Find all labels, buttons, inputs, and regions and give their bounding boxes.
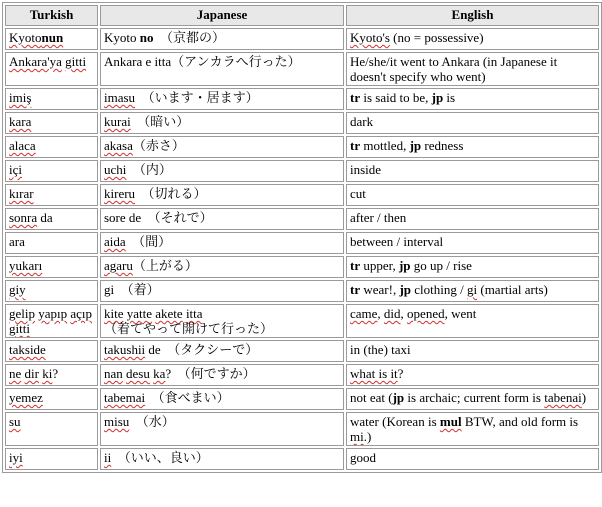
cell-english [346, 256, 599, 278]
cell-english [346, 364, 599, 386]
cell-text: ii [104, 450, 112, 465]
cell-japanese [100, 88, 344, 110]
cell-text: yemez [9, 390, 43, 405]
cell-text: jp [431, 90, 444, 105]
cell-text: desu [126, 366, 150, 381]
cell-text: yapıp [38, 306, 68, 321]
cell-turkish [5, 340, 98, 362]
cell-english [346, 208, 599, 230]
cell-japanese [100, 412, 344, 446]
cell-turkish [5, 364, 98, 386]
table-row [5, 136, 599, 158]
cell-text: ? （何ですか） [165, 366, 256, 381]
table-row [5, 184, 599, 206]
cell-text: takushii [104, 342, 146, 357]
cell-text: no [139, 30, 154, 45]
cell-text: Kyoto [104, 30, 140, 45]
cell-text: （内） [126, 162, 172, 177]
cell-text: de （タクシーで） [145, 342, 259, 357]
cell-english [346, 88, 599, 110]
cell-text: , went [444, 306, 477, 321]
cell-text: ki [42, 366, 53, 381]
cell-text: Ankara e itta（アンカラへ行った） [104, 54, 301, 69]
cell-text: clothing / [411, 282, 467, 297]
table-row [5, 112, 599, 134]
cell-text: içi [9, 162, 22, 177]
cell-japanese [100, 304, 344, 338]
header-japanese: Japanese [100, 5, 344, 26]
cell-text: mul [439, 414, 462, 429]
table-row [5, 208, 599, 230]
cell-text: is said to be, [360, 90, 432, 105]
cell-english [346, 112, 599, 134]
cell-text: dir [24, 366, 39, 381]
cell-text: da [37, 210, 53, 225]
cell-text: jp [409, 138, 422, 153]
cell-text: gitti [9, 321, 30, 336]
table-row [5, 280, 599, 302]
cell-japanese [100, 280, 344, 302]
cell-text: inside [350, 162, 382, 177]
cell-text: jp [392, 390, 405, 405]
cell-text: Ankara'ya [9, 54, 62, 69]
cell-text: agaru [104, 258, 133, 273]
cell-english [346, 448, 599, 470]
cell-text: is [443, 90, 456, 105]
cell-text: giy [9, 282, 26, 297]
cell-turkish [5, 280, 98, 302]
cell-turkish [5, 52, 98, 86]
cell-text: iyi [9, 450, 23, 465]
cell-text: what is it [350, 366, 398, 381]
cell-text: did [383, 306, 401, 321]
cell-turkish [5, 388, 98, 410]
cell-turkish [5, 208, 98, 230]
cell-text: ) [581, 390, 587, 405]
cell-text: akasa [104, 138, 133, 153]
cell-text: .) [363, 429, 372, 444]
cell-english [346, 136, 599, 158]
cell-text: nun [41, 30, 64, 45]
cell-text: su [9, 414, 21, 429]
cell-english [346, 280, 599, 302]
cell-text: tr [350, 90, 361, 105]
cell-text: Kyoto's [350, 30, 390, 45]
cell-turkish [5, 160, 98, 182]
table-row [5, 160, 599, 182]
cell-text: He/she/it went to Ankara (in Japanese it doesn't specify who went) [350, 54, 558, 84]
cell-english [346, 304, 599, 338]
cell-japanese [100, 340, 344, 362]
cell-japanese [100, 364, 344, 386]
cell-text: after / then [350, 210, 407, 225]
table-row [5, 364, 599, 386]
cell-text: ? [52, 366, 59, 381]
table-body [5, 28, 599, 470]
cell-text: , [400, 306, 408, 321]
cell-text: gi （着） [104, 282, 160, 297]
cell-japanese [100, 136, 344, 158]
cell-text: （食べまい） [145, 390, 230, 405]
cell-english [346, 232, 599, 254]
vocabulary-table-container [2, 2, 602, 473]
cell-text: （間） [125, 234, 172, 249]
cell-japanese [100, 388, 344, 410]
cell-text: BTW, and old form is [461, 414, 579, 429]
cell-japanese [100, 112, 344, 134]
cell-turkish [5, 412, 98, 446]
table-row [5, 448, 599, 470]
cell-text: water (Korean is [350, 414, 440, 429]
table-row [5, 388, 599, 410]
cell-text: go up / rise [410, 258, 472, 273]
cell-turkish [5, 88, 98, 110]
cell-turkish [5, 232, 98, 254]
cell-text: nan [104, 366, 123, 381]
cell-text: wear!, [360, 282, 400, 297]
cell-text: , [377, 306, 384, 321]
cell-japanese [100, 208, 344, 230]
cell-text: tabemai [104, 390, 146, 405]
cell-text: tabenai [544, 390, 582, 405]
header-english: English [346, 5, 599, 26]
cell-text: Kyoto [9, 30, 42, 45]
cell-text: kara [9, 114, 32, 129]
cell-text: ka [153, 366, 166, 381]
cell-text: dark [350, 114, 374, 129]
cell-text: （水） [129, 414, 175, 429]
cell-turkish [5, 256, 98, 278]
cell-text: （暗い） [130, 114, 190, 129]
cell-text: misu [104, 414, 130, 429]
cell-text: （いい、良い） [111, 450, 209, 465]
cell-text: jp [398, 258, 411, 273]
cell-text: (no = possessive) [389, 30, 484, 45]
cell-text: ? [397, 366, 404, 381]
cell-text: yukarı [9, 258, 43, 273]
header-turkish: Turkish [5, 5, 98, 26]
cell-text: good [350, 450, 376, 465]
cell-text: alaca [9, 138, 36, 153]
cell-text: in (the) taxi [350, 342, 411, 357]
header-row [5, 5, 599, 26]
cell-text: redness [421, 138, 464, 153]
cell-turkish [5, 112, 98, 134]
cell-japanese [100, 184, 344, 206]
cell-text: （赤さ） [132, 138, 185, 153]
cell-english [346, 28, 599, 50]
table-row [5, 232, 599, 254]
cell-english [346, 52, 599, 86]
cell-text: ara [9, 234, 25, 249]
cell-text: is archaic; current form is [404, 390, 545, 405]
cell-japanese [100, 160, 344, 182]
cell-text: yatte [126, 306, 153, 321]
cell-text: aida [104, 234, 126, 249]
cell-text: uchi [104, 162, 127, 177]
cell-text: imasu [104, 90, 136, 105]
cell-text: mottled, [360, 138, 410, 153]
cell-text: tr [350, 258, 361, 273]
cell-text: not eat ( [350, 390, 393, 405]
cell-text: sore de （それで） [104, 210, 213, 225]
cell-text: jp [399, 282, 412, 297]
cell-text: cut [350, 186, 366, 201]
table-row [5, 28, 599, 50]
cell-turkish [5, 184, 98, 206]
cell-text: （います・居ます） [135, 90, 259, 105]
cell-text: kite [104, 306, 124, 321]
cell-text: （切れる） [135, 186, 207, 201]
cell-english [346, 340, 599, 362]
cell-text: gelip [9, 306, 35, 321]
cell-text: takside [9, 342, 46, 357]
cell-text: mi [350, 429, 364, 444]
cell-text: came [350, 306, 378, 321]
cell-text: tr [350, 282, 361, 297]
cell-text: opened [407, 306, 445, 321]
cell-text: akete [155, 306, 183, 321]
cell-turkish [5, 28, 98, 50]
cell-english [346, 184, 599, 206]
cell-english [346, 412, 599, 446]
cell-text: upper, [360, 258, 399, 273]
cell-japanese [100, 448, 344, 470]
cell-text: sonra [9, 210, 38, 225]
cell-text: gitti [65, 54, 87, 69]
cell-text: imiş [9, 90, 32, 105]
cell-text: açıp [70, 306, 93, 321]
table-row [5, 256, 599, 278]
cell-japanese [100, 232, 344, 254]
cell-english [346, 160, 599, 182]
cell-text: tr [350, 138, 361, 153]
cell-text: between / interval [350, 234, 444, 249]
table-row [5, 340, 599, 362]
cell-text: ne [9, 366, 22, 381]
table-row [5, 412, 599, 446]
cell-text: kireru [104, 186, 136, 201]
cell-text: (martial arts) [477, 282, 548, 297]
cell-text: （上がる） [132, 258, 198, 273]
cell-text: kırar [9, 186, 34, 201]
table-row [5, 88, 599, 110]
cell-text: kurai [104, 114, 131, 129]
cell-turkish [5, 448, 98, 470]
cell-text: itta [185, 306, 203, 321]
cell-english [346, 388, 599, 410]
table-row [5, 304, 599, 338]
table-row [5, 52, 599, 86]
cell-text: （京都の） [153, 30, 225, 45]
cell-japanese [100, 52, 344, 86]
cell-japanese [100, 28, 344, 50]
cell-turkish [5, 136, 98, 158]
cell-turkish [5, 304, 98, 338]
cell-japanese [100, 256, 344, 278]
cell-text: gi [466, 282, 478, 297]
vocabulary-table [2, 2, 602, 473]
cell-text: （着てやって開けて行った） [104, 321, 274, 336]
table-header [5, 5, 599, 26]
